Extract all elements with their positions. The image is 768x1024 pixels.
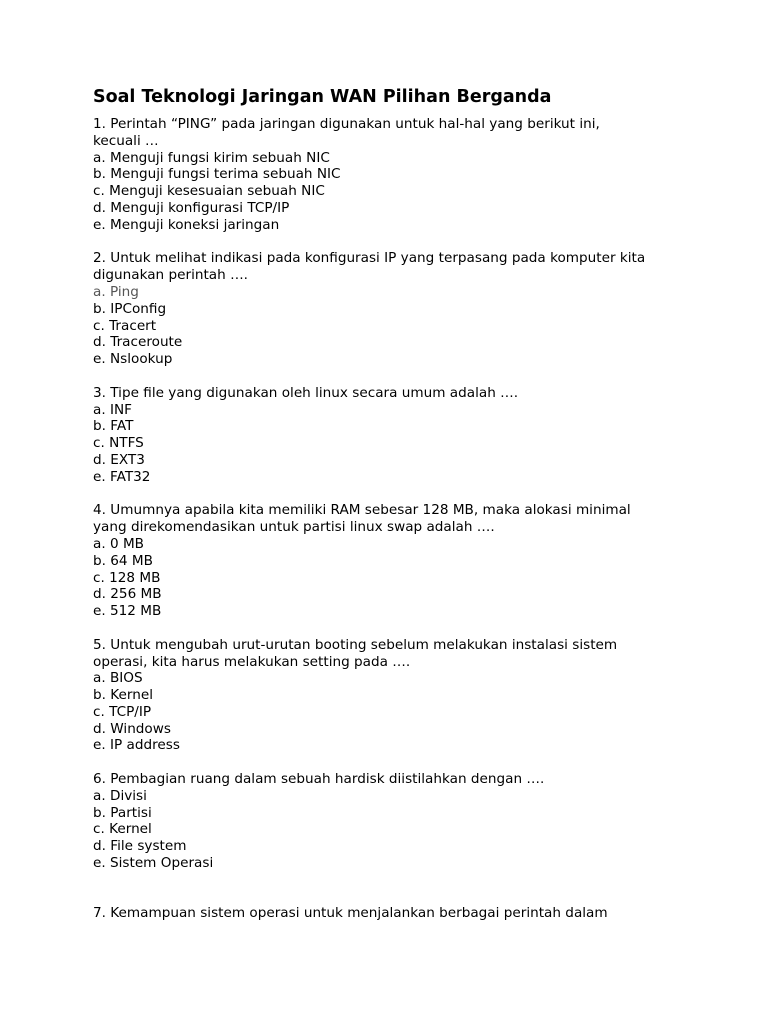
answer-option: d. File system	[93, 838, 187, 855]
question-text: 2. Untuk melihat indikasi pada konfigurasi IP yang terpasang pada komputer kita	[93, 250, 646, 267]
question-text: 7. Kemampuan sistem operasi untuk menjalankan berbagai perintah dalam	[93, 905, 608, 922]
answer-option: e. Menguji koneksi jaringan	[93, 216, 280, 233]
question-7	[93, 905, 693, 922]
answer-option: c. Kernel	[93, 821, 152, 838]
answer-option: a. Menguji fungsi kirim sebuah NIC	[93, 149, 330, 166]
answer-option: a. 0 MB	[93, 535, 144, 552]
question-text: 3. Tipe file yang digunakan oleh linux secara umum adalah ….	[93, 384, 519, 401]
answer-option: a. Ping	[93, 283, 139, 300]
question-text: yang direkomendasikan untuk partisi linux swap adalah ….	[93, 519, 495, 536]
answer-option: e. Sistem Operasi	[93, 855, 214, 872]
answer-option: a. INF	[93, 401, 132, 418]
question-3	[93, 385, 693, 486]
answer-option: b. Kernel	[93, 687, 153, 704]
answer-option: b. FAT	[93, 418, 134, 435]
answer-option: d. Traceroute	[93, 334, 183, 351]
answer-option: b. 64 MB	[93, 552, 153, 569]
question-text: digunakan perintah ….	[93, 267, 248, 284]
question-1	[93, 116, 693, 234]
question-text: operasi, kita harus melakukan setting pada ….	[93, 653, 411, 670]
question-2	[93, 250, 693, 368]
answer-option: c. Menguji kesesuaian sebuah NIC	[93, 183, 325, 200]
answer-option: c. NTFS	[93, 435, 144, 452]
answer-option: d. 256 MB	[93, 586, 162, 603]
document-page	[93, 86, 693, 939]
question-text: 6. Pembagian ruang dalam sebuah hardisk diistilahkan dengan ….	[93, 771, 545, 788]
answer-option: e. Nslookup	[93, 351, 173, 368]
answer-option: e. IP address	[93, 737, 180, 754]
answer-option: a. BIOS	[93, 670, 143, 687]
question-text: 5. Untuk mengubah urut-urutan booting sebelum melakukan instalasi sistem	[93, 636, 618, 653]
answer-option: d. EXT3	[93, 451, 145, 468]
answer-option: a. Divisi	[93, 787, 147, 804]
answer-option: c. Tracert	[93, 317, 157, 334]
answer-option: e. 512 MB	[93, 603, 162, 620]
answer-option: c. 128 MB	[93, 569, 161, 586]
answer-option: b. Menguji fungsi terima sebuah NIC	[93, 166, 341, 183]
answer-option: b. Partisi	[93, 804, 152, 821]
question-4	[93, 502, 693, 620]
answer-option: c. TCP/IP	[93, 703, 152, 720]
question-text: 1. Perintah “PING” pada jaringan digunakan untuk hal-hal yang berikut ini,	[93, 116, 600, 132]
answer-option: d. Menguji konfigurasi TCP/IP	[93, 199, 290, 216]
question-5	[93, 637, 693, 755]
answer-option: b. IPConfig	[93, 300, 167, 317]
answer-option: e. FAT32	[93, 468, 151, 485]
question-6	[93, 771, 693, 872]
document-title: Soal Teknologi Jaringan WAN Pilihan Berganda	[93, 87, 552, 107]
question-text: kecuali …	[93, 132, 159, 149]
answer-option: d. Windows	[93, 720, 171, 737]
question-text: 4. Umumnya apabila kita memiliki RAM sebesar 128 MB, maka alokasi minimal	[93, 502, 631, 519]
